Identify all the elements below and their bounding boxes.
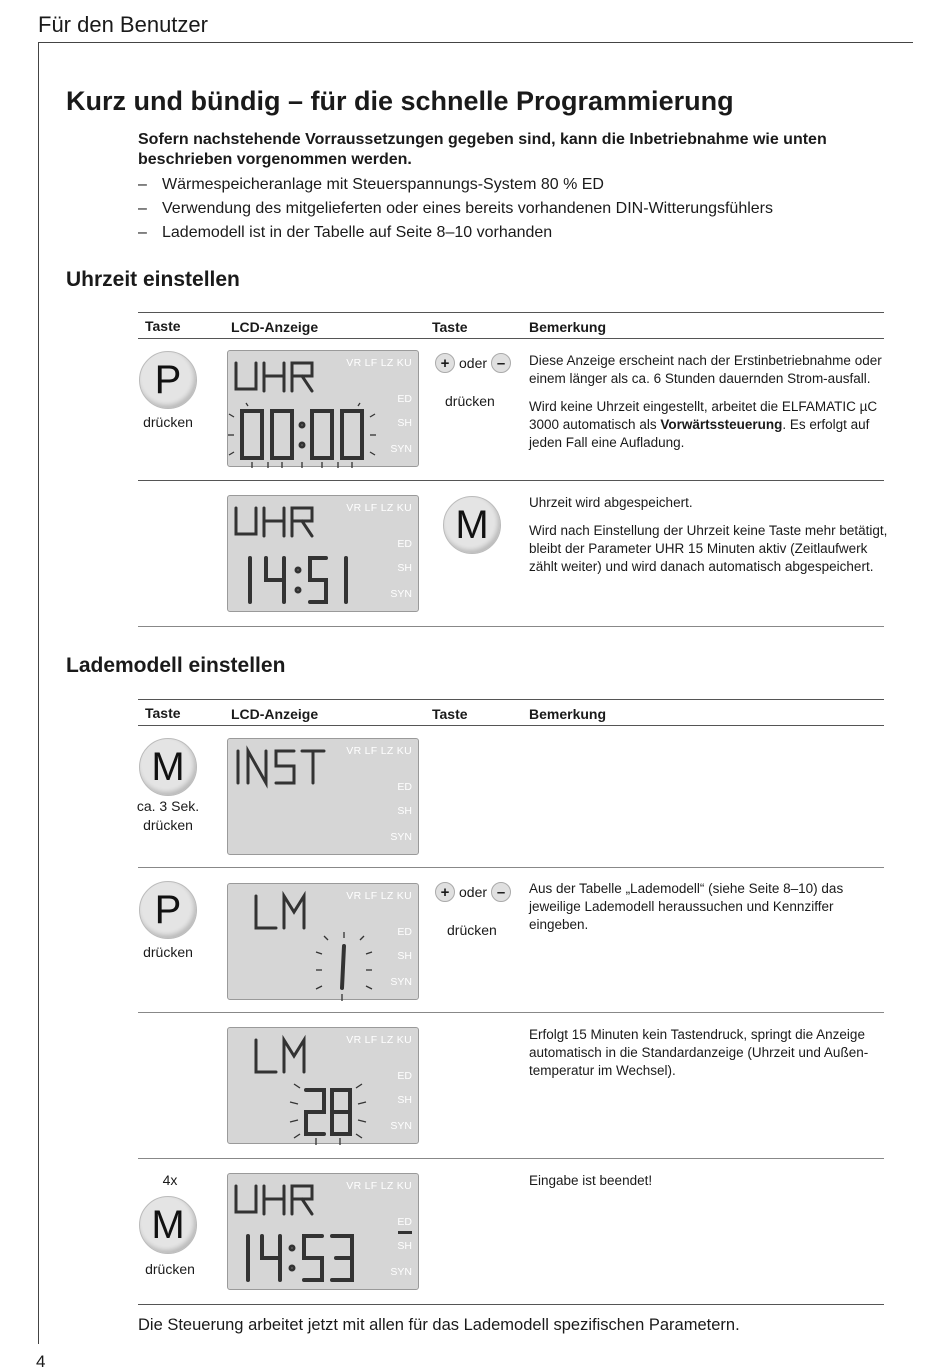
remark-text: Diese Anzeige erscheint nach der Erstinbetriebnahme oder einem länger als ca. 6 Stunden dauernden Strom-ausfall. <box>529 353 882 386</box>
col-header-key2: Taste <box>432 706 468 722</box>
lcd-label-syn: SYN <box>390 976 412 988</box>
or-label: oder <box>459 355 488 371</box>
lcd-text-lm <box>256 896 304 928</box>
plus-or-minus <box>435 353 511 373</box>
lcd-display <box>227 350 419 467</box>
lcd-display <box>227 883 419 1000</box>
left-margin-rule <box>38 42 39 1344</box>
col-header-remark: Bemerkung <box>529 319 607 335</box>
lcd-text-uhr <box>236 508 312 536</box>
lcd-label-ed: ED <box>397 781 412 793</box>
p-button[interactable]: P <box>139 881 197 939</box>
p-button[interactable]: P <box>139 351 197 409</box>
col-header-key: Taste <box>145 318 181 334</box>
header-section-title: Für den Benutzer <box>38 12 208 37</box>
lcd-label-sh: SH <box>397 562 412 574</box>
row-rule <box>138 1158 884 1159</box>
lcd-label-ed: ED <box>397 538 412 550</box>
blink-rays <box>290 1084 366 1145</box>
row-rule <box>138 867 884 868</box>
row-rule <box>138 626 884 627</box>
lcd-label-sh: SH <box>397 805 412 817</box>
lcd-big-digits <box>342 946 344 988</box>
section-title-time: Uhrzeit einstellen <box>66 268 240 291</box>
col-header-remark: Bemerkung <box>529 706 607 722</box>
m-button[interactable]: M <box>139 1196 197 1254</box>
lcd-label-sh: SH <box>397 950 412 962</box>
lcd-label-syn: SYN <box>390 1120 412 1132</box>
col-header-key2: Taste <box>432 319 468 335</box>
minus-button[interactable]: – <box>491 882 511 902</box>
lcd-label-sh: SH <box>397 417 412 429</box>
remark-text: Erfolgt 15 Minuten kein Tastendruck, springt die Anzeige automatisch in die Standardanzeige (Uhrzeit und Außen-temperatur im Wechsel). <box>529 1027 869 1078</box>
press-caption: drücken <box>143 944 193 960</box>
lcd-display <box>227 738 419 855</box>
page-title: Kurz und bündig – für die schnelle Programmierung <box>66 86 734 116</box>
col-header-lcd: LCD-Anzeige <box>231 319 319 335</box>
remark-cell <box>529 352 889 462</box>
lcd-display <box>227 1027 419 1144</box>
row-rule <box>138 1012 884 1013</box>
press-count: 4x <box>162 1172 178 1188</box>
lcd-label-ed: ED <box>397 393 412 405</box>
bullet-item: – Wärmespeicheranlage mit Steuerspannungs-System 80 % ED <box>138 176 604 193</box>
intro-text: Sofern nachstehende Vorraussetzungen gegeben sind, kann die Inbetriebnahme wie unten beschrieben vorgenommen werden. <box>138 131 827 168</box>
m-button[interactable]: M <box>443 496 501 554</box>
bullet-item: – Verwendung des mitgelieferten oder eines bereits vorhandenen DIN-Witterungsfühlers <box>138 200 774 217</box>
table-rule <box>138 338 884 339</box>
plus-button[interactable]: + <box>435 353 455 373</box>
press-caption: drücken <box>445 393 495 409</box>
col-header-key: Taste <box>145 705 181 721</box>
lcd-label-syn: SYN <box>390 588 412 600</box>
or-label: oder <box>459 884 488 900</box>
lcd-text-inst <box>238 751 324 783</box>
lcd-text-uhr <box>236 1186 312 1214</box>
lcd-flags: VR LF LZ KU <box>346 1034 412 1046</box>
lcd-flags: VR LF LZ KU <box>346 745 412 757</box>
lcd-flags: VR LF LZ KU <box>346 890 412 902</box>
lcd-flags: VR LF LZ KU <box>346 502 412 514</box>
row-rule <box>138 480 884 481</box>
bullet-item: – Lademodell ist in der Tabelle auf Seite 8–10 vorhanden <box>138 224 553 241</box>
row-rule <box>138 1304 884 1305</box>
lcd-flags: VR LF LZ KU <box>346 1180 412 1192</box>
remark-text: Eingabe ist beendet! <box>529 1173 653 1188</box>
m-button[interactable]: M <box>139 738 197 796</box>
press-caption: drücken <box>143 817 193 833</box>
hold-caption: ca. 3 Sek. <box>136 798 200 814</box>
header-rule <box>38 42 913 43</box>
lcd-text-lm <box>256 1040 304 1072</box>
lcd-label-syn: SYN <box>390 831 412 843</box>
section-title-model: Lademodell einstellen <box>66 654 286 677</box>
remark-text: Wird nach Einstellung der Uhrzeit keine Taste mehr betätigt, bleibt der Parameter UHR 15 Minuten aktiv (Zeitlaufwerk zählt weiter) und wird danach automatisch abgespeichert. <box>529 523 888 574</box>
lcd-big-digits <box>250 558 346 602</box>
footer-text: Die Steuerung arbeitet jetzt mit allen für das Lademodell spezifischen Parametern. <box>138 1316 740 1334</box>
lcd-display <box>227 495 419 612</box>
lcd-label-ed: ED <box>397 926 412 938</box>
lcd-label-syn: SYN <box>390 443 412 455</box>
table-rule <box>138 312 884 313</box>
page-number: 4 <box>36 1352 46 1371</box>
plus-button[interactable]: + <box>435 882 455 902</box>
remark-text: Uhrzeit wird abgespeichert. <box>529 495 693 510</box>
lcd-flags: VR LF LZ KU <box>346 357 412 369</box>
press-caption: drücken <box>145 1261 195 1277</box>
lcd-big-digits <box>306 1090 350 1134</box>
table-rule <box>138 699 884 700</box>
lcd-label-sh: SH <box>397 1094 412 1106</box>
lcd-label-syn: SYN <box>390 1266 412 1278</box>
plus-or-minus <box>435 882 511 902</box>
press-caption: drücken <box>447 922 497 938</box>
table-rule <box>138 725 884 726</box>
lcd-label-sh: SH <box>397 1240 412 1252</box>
lcd-big-digits <box>248 1236 352 1280</box>
remark-text: Wird keine Uhrzeit eingestellt, arbeitet die ELFAMATIC µC 3000 automatisch als Vorwärtssteuerung. Es erfolgt auf jeden Fall eine Aufladung. <box>529 399 878 450</box>
col-header-lcd: LCD-Anzeige <box>231 706 319 722</box>
lcd-label-ed: ED <box>397 1070 412 1082</box>
press-caption: drücken <box>143 414 193 430</box>
minus-button[interactable]: – <box>491 353 511 373</box>
lcd-text-uhr <box>236 363 312 391</box>
lcd-label-ed: ED <box>397 1216 412 1228</box>
remark-cell <box>529 494 889 586</box>
remark-text: Aus der Tabelle „Lademodell“ (siehe Seite 8–10) das jeweilige Lademodell heraussuchen und Kennziffer eingeben. <box>529 881 844 932</box>
lcd-display <box>227 1173 419 1290</box>
lcd-big-digits <box>242 411 362 458</box>
